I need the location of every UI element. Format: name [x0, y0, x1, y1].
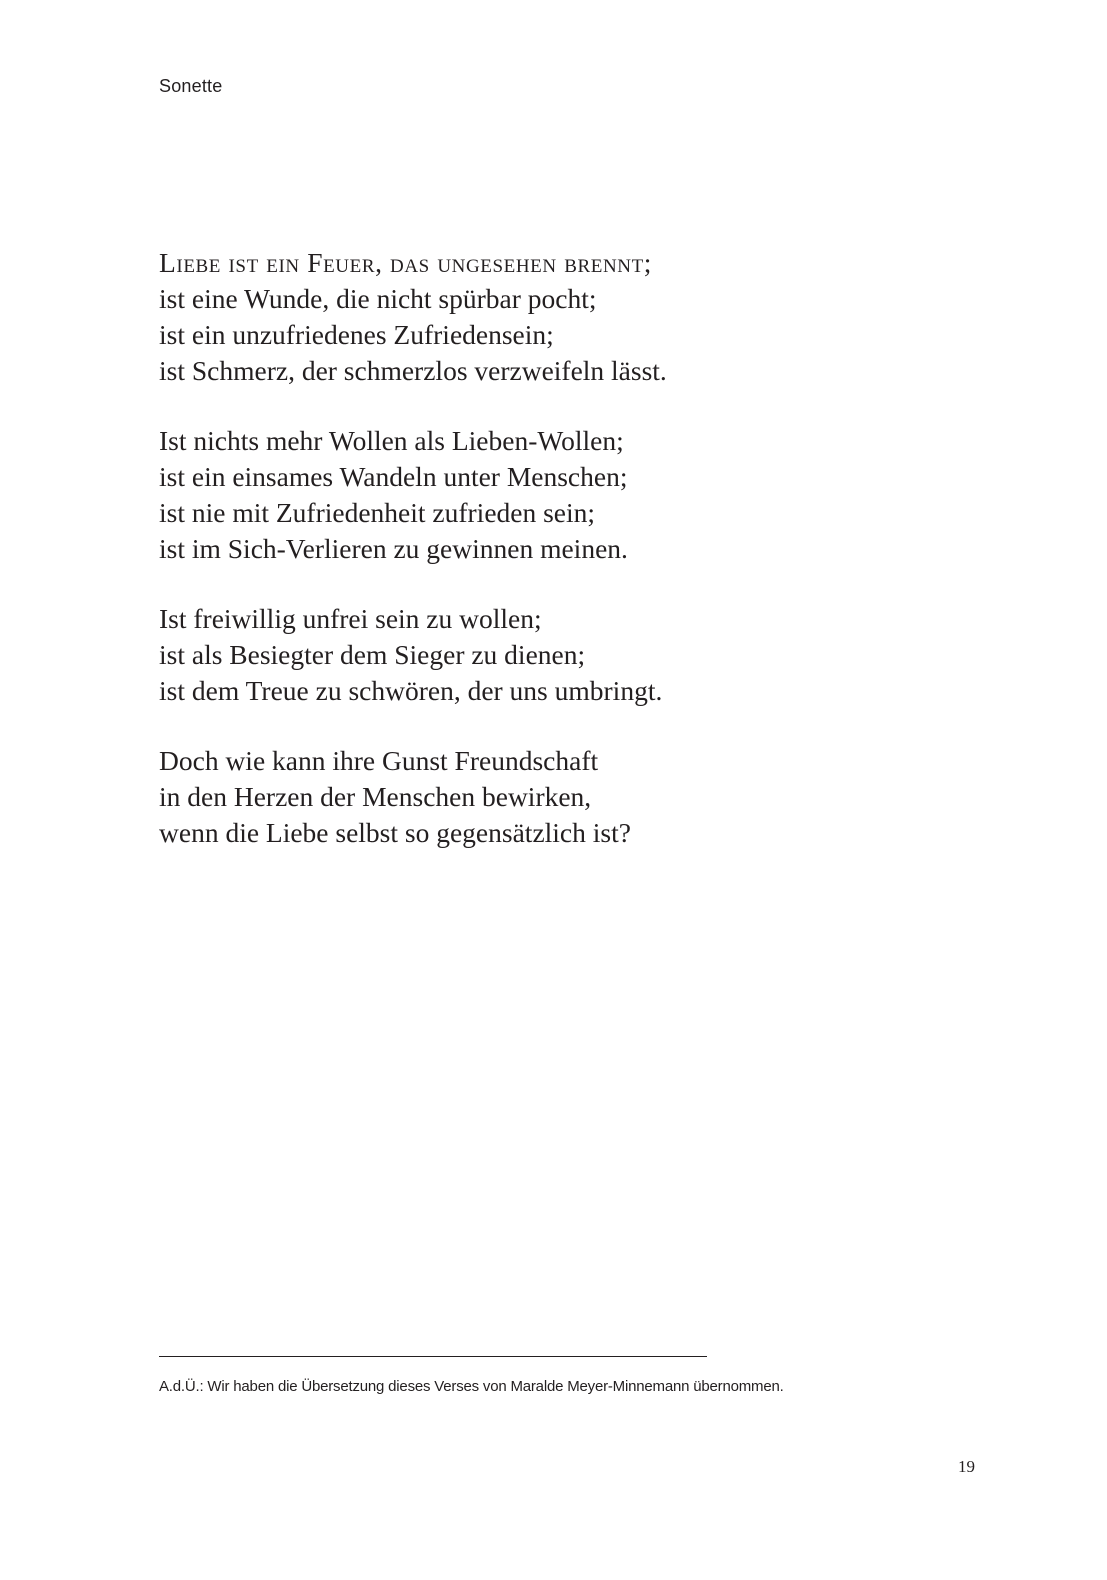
verse-line: Ist freiwillig unfrei sein zu wollen; [159, 603, 542, 634]
verse-line: ist im Sich-Verlieren zu gewinnen meinen. [159, 533, 628, 564]
footnote-divider [159, 1356, 707, 1357]
verse-line: Ist nichts mehr Wollen als Lieben-Wollen; [159, 425, 624, 456]
footnote: A.d.Ü.: Wir haben die Übersetzung dieses Verses von Maralde Meyer-Minnemann übernommen. [159, 1378, 784, 1395]
verse-line: ist Schmerz, der schmerzlos verzweifeln lässt. [159, 355, 667, 386]
verse-line: in den Herzen der Menschen bewirken, [159, 781, 592, 812]
verse-line: ist dem Treue zu schwören, der uns umbringt. [159, 675, 663, 706]
stanza-2 [159, 423, 667, 567]
verse-line: ist eine Wunde, die nicht spürbar pocht; [159, 283, 597, 314]
verse-line: wenn die Liebe selbst so gegensätzlich ist? [159, 817, 631, 848]
verse-line: ist ein einsames Wandeln unter Menschen; [159, 461, 628, 492]
page-number: 19 [958, 1457, 975, 1476]
verse-line: ist nie mit Zufriedenheit zufrieden sein; [159, 497, 596, 528]
verse-line: Doch wie kann ihre Gunst Freundschaft [159, 745, 599, 776]
verse-line: ist ein unzufriedenes Zufriedensein; [159, 319, 554, 350]
running-head: Sonette [159, 76, 223, 96]
stanza-4 [159, 743, 667, 851]
verse-line: Liebe ist ein Feuer, das ungesehen brennt; [159, 247, 653, 278]
poem [159, 245, 667, 885]
stanza-3 [159, 601, 667, 709]
stanza-1 [159, 245, 667, 389]
verse-line: ist als Besiegter dem Sieger zu dienen; [159, 639, 586, 670]
